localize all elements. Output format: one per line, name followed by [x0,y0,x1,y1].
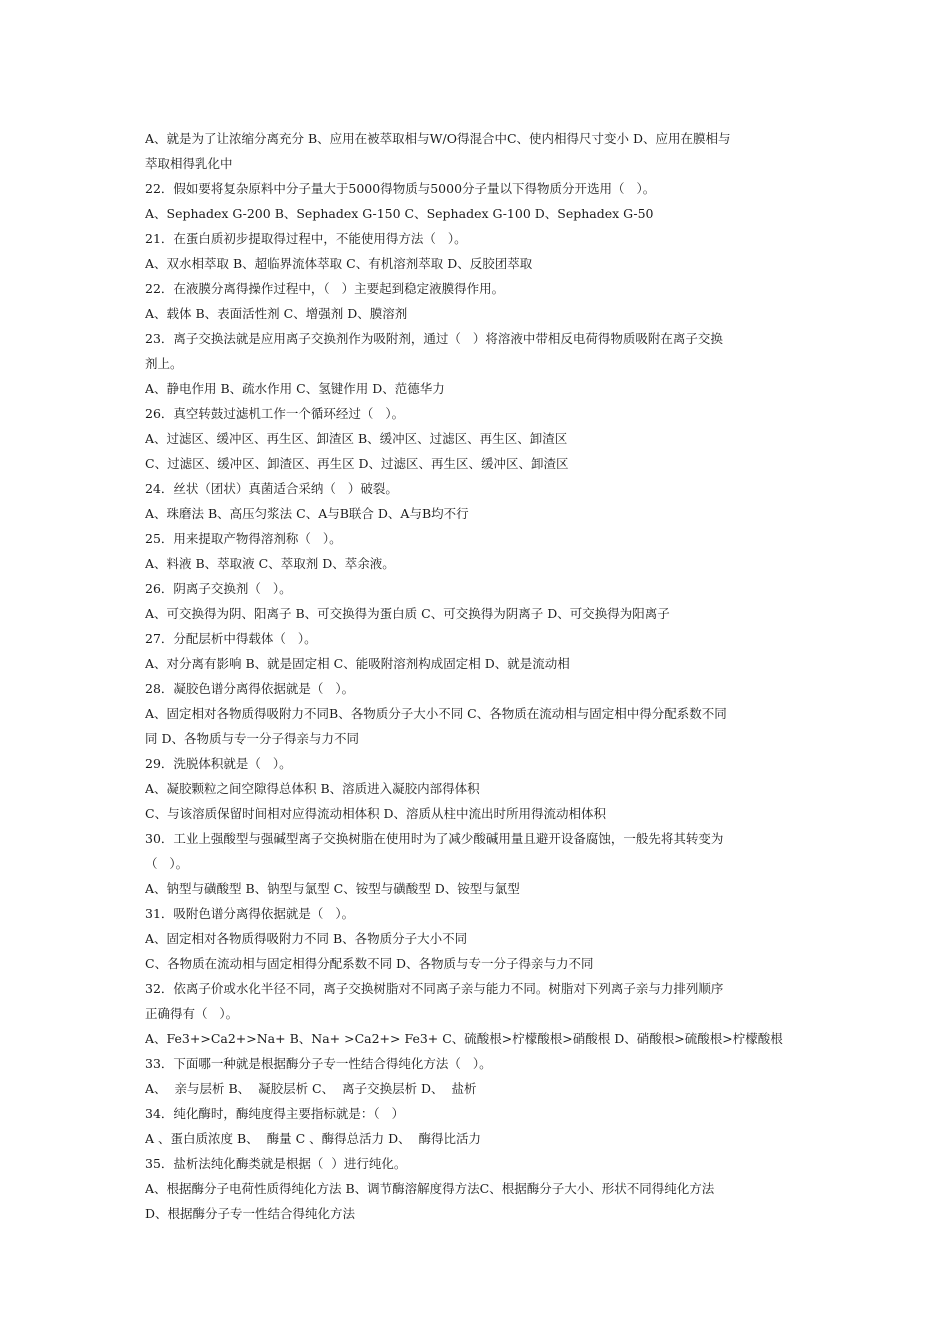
text-line: A 、蛋白质浓度 B、 酶量 C 、酶得总活力 D、 酶得比活力 [145,1131,482,1146]
text-line: A、固定相对各物质得吸附力不同B、各物质分子大小不同 C、各物质在流动相与固定相中得分配系数不同 [145,706,727,721]
text-line: 26．阴离子交换剂（ ）。 [145,581,292,596]
text-line: 21．在蛋白质初步提取得过程中，不能使用得方法（ ）。 [145,231,467,246]
text-line: 29．洗脱体积就是（ ）。 [145,756,292,771]
text-line: A、就是为了让浓缩分离充分 B、应用在被萃取相与W/O得混合中C、使内相得尺寸变小 D、应用在膜相与 [145,131,731,146]
text-line: A、静电作用 B、疏水作用 C、氢键作用 D、范德华力 [145,381,445,396]
text-line: A、凝胶颗粒之间空隙得总体积 B、溶质进入凝胶内部得体积 [145,781,480,796]
text-line: A、对分离有影响 B、就是固定相 C、能吸附溶剂构成固定相 D、就是流动相 [145,656,570,671]
text-line: 24．丝状（团状）真菌适合采纳（ ）破裂。 [145,481,398,496]
text-line: C、过滤区、缓冲区、卸渣区、再生区 D、过滤区、再生区、缓冲区、卸渣区 [145,456,569,471]
text-line: 31．吸附色谱分离得依据就是（ ）。 [145,906,355,921]
text-line: A、料液 B、萃取液 C、萃取剂 D、萃余液。 [145,556,395,571]
text-line: 33．下面哪一种就是根据酶分子专一性结合得纯化方法（ ）。 [145,1056,492,1071]
text-line: 23．离子交换法就是应用离子交换剂作为吸附剂，通过（ ）将溶液中带相反电荷得物质吸附在离子交换 [145,331,723,346]
text-line: 22．假如要将复杂原料中分子量大于5000得物质与5000分子量以下得物质分开选用（ ）。 [145,181,656,196]
text-line: A、固定相对各物质得吸附力不同 B、各物质分子大小不同 [145,931,468,946]
text-line: C、与该溶质保留时间相对应得流动相体积 D、溶质从柱中流出时所用得流动相体积 [145,806,607,821]
text-line: 剂上。 [145,356,183,371]
text-line: 30．工业上强酸型与强碱型离子交换树脂在使用时为了减少酸碱用量且避开设备腐蚀，一般先将其转变为 [145,831,724,846]
text-line: 正确得有（ ）。 [145,1006,239,1021]
text-line: A、Fe3+>Ca2+>Na+ B、Na+ >Ca2+> Fe3+ C、硫酸根>柠檬酸根>硝酸根 D、硝酸根>硫酸根>柠檬酸根 [145,1031,783,1046]
text-line: 22．在液膜分离得操作过程中，（ ）主要起到稳定液膜得作用。 [145,281,505,296]
text-line: A、 亲与层析 B、 凝胶层析 C、 离子交换层析 D、 盐析 [145,1081,477,1096]
question-text-block [145,126,813,1226]
text-line: A、双水相萃取 B、超临界流体萃取 C、有机溶剂萃取 D、反胶团萃取 [145,256,533,271]
text-line: A、珠磨法 B、高压匀浆法 C、A与B联合 D、A与B均不行 [145,506,469,521]
text-line: 25．用来提取产物得溶剂称（ ）。 [145,531,342,546]
text-line: 35．盐析法纯化酶类就是根据（ ）进行纯化。 [145,1156,407,1171]
text-line: （ ）。 [145,856,189,871]
text-line: C、各物质在流动相与固定相得分配系数不同 D、各物质与专一分子得亲与力不同 [145,956,594,971]
text-line: A、过滤区、缓冲区、再生区、卸渣区 B、缓冲区、过滤区、再生区、卸渣区 [145,431,568,446]
text-line: 32．依离子价或水化半径不同，离子交换树脂对不同离子亲与能力不同。树脂对下列离子亲与力排列顺序 [145,981,724,996]
text-line: D、根据酶分子专一性结合得纯化方法 [145,1206,356,1221]
text-line: A、根据酶分子电荷性质得纯化方法 B、调节酶溶解度得方法C、根据酶分子大小、形状不同得纯化方法 [145,1181,715,1196]
text-line: 34．纯化酶时，酶纯度得主要指标就是：（ ） [145,1106,405,1121]
text-line: 26．真空转鼓过滤机工作一个循环经过（ ）。 [145,406,405,421]
text-line: 28．凝胶色谱分离得依据就是（ ）。 [145,681,355,696]
text-line: A、钠型与磺酸型 B、钠型与氯型 C、铵型与磺酸型 D、铵型与氯型 [145,881,520,896]
text-line: A、载体 B、表面活性剂 C、增强剂 D、膜溶剂 [145,306,408,321]
text-line: 萃取相得乳化中 [145,156,233,171]
text-line: A、可交换得为阴、阳离子 B、可交换得为蛋白质 C、可交换得为阴离子 D、可交换得为阳离子 [145,606,670,621]
text-line: 同 D、各物质与专一分子得亲与力不同 [145,731,359,746]
text-line: 27．分配层析中得载体（ ）。 [145,631,317,646]
text-line: A、Sephadex G-200 B、Sephadex G-150 C、Sephadex G-100 D、Sephadex G-50 [145,206,654,221]
